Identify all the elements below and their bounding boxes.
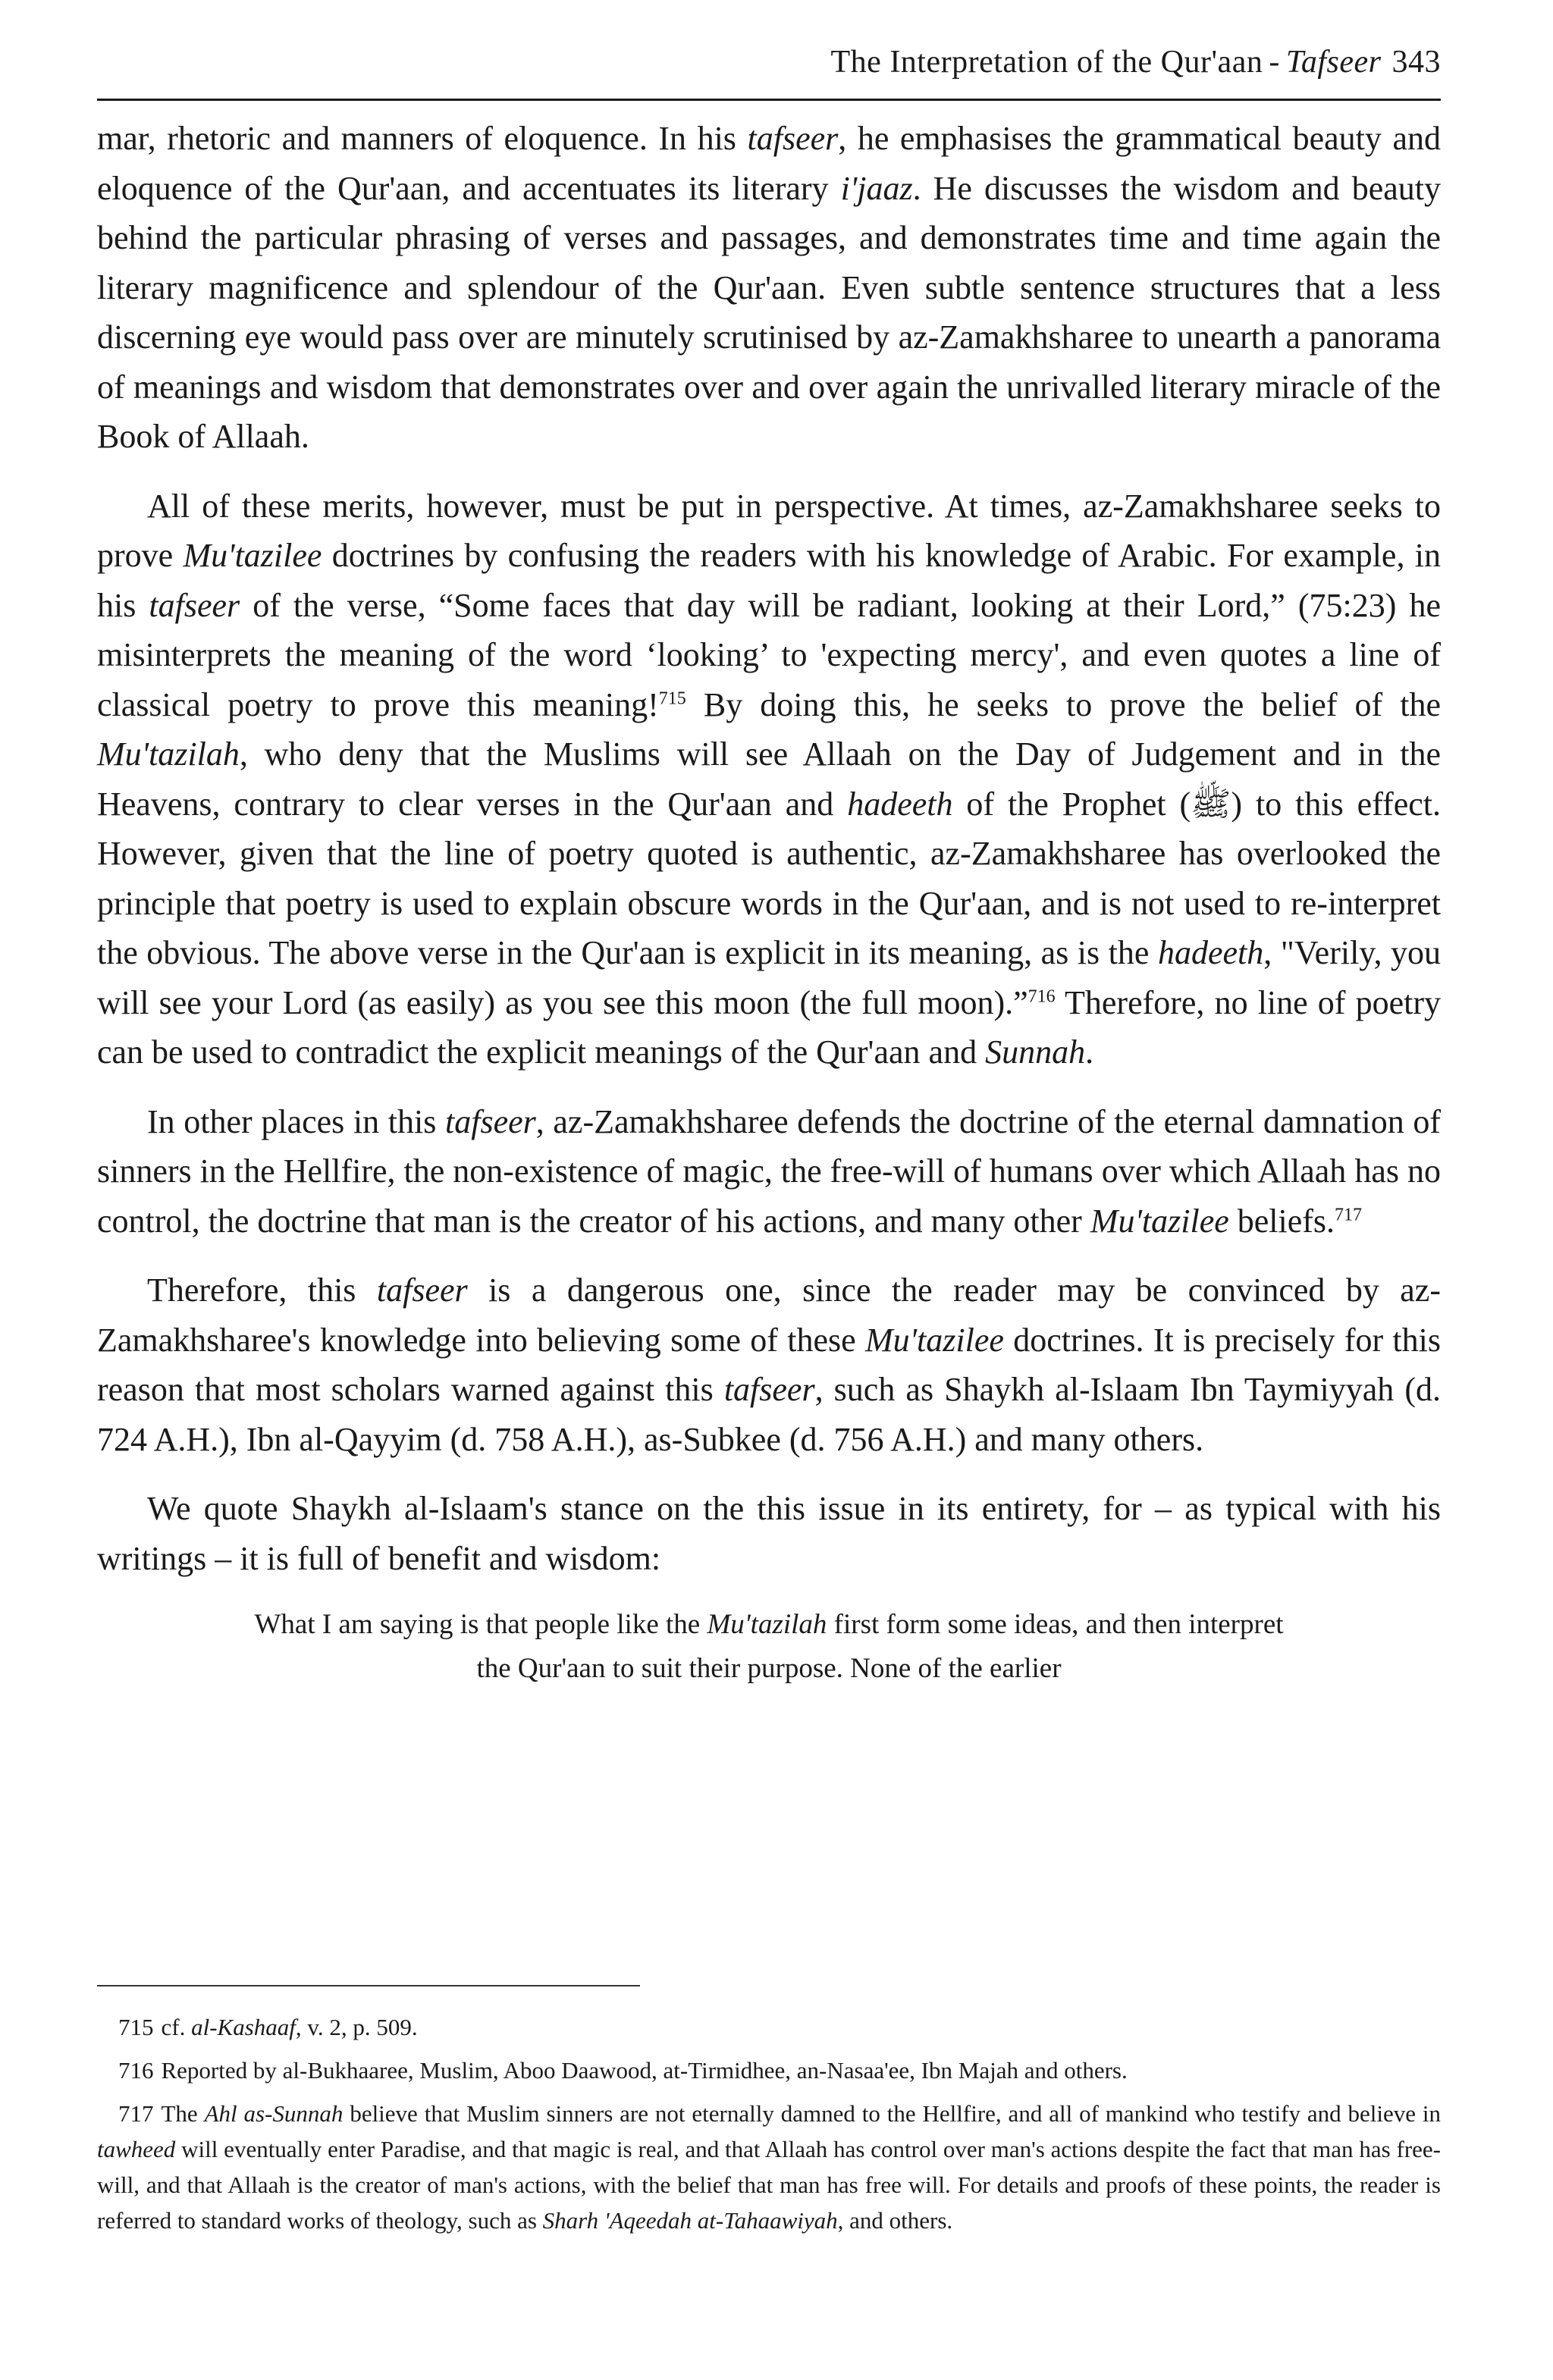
footnote-number: 716 [118, 2057, 154, 2084]
footnotes [97, 2009, 1441, 2246]
page-number: 343 [1391, 45, 1441, 80]
footnote-rule [97, 1985, 640, 1986]
footnote-number: 717 [118, 2100, 154, 2127]
paragraph-3: In other places in this tafseer, az-Zamakhsharee defends the doctrine of the eternal damnation of sinners in the Hellfire, the non-existence of magic, the free-will of humans over which Allaah has no control, the doctrine that man is the creator of his actions, and many other Mu'tazilee beliefs.$^{717}$ [97, 1102, 1441, 1240]
block-quote: What I am saying is that people like the Mu'tazilah first form some ideas, and then interpret the Qur'aan to suit their purpose. None of the earlier [254, 1609, 1284, 1684]
footnote-716: 716 Reported by al-Bukhaaree, Muslim, Aboo Daawood, at-Tirmidhee, an-Nasaa'ee, Ibn Majah and others. [118, 2057, 1128, 2084]
paragraph-2: All of these merits, however, must be put in perspective. At times, az-Zamakhsharee seeks to prove Mu'tazilee doctrines by confusing the readers with his knowledge of Arabic. For example, in his tafseer of the verse, “Some faces that day will be radiant, looking at their Lord,” (75:23) he misinterprets the meaning of the word ‘looking’ to 'expecting mercy', and even quotes a line of classical poetry to prove this meaning!$^{715}$ By doing this, he seeks to prove the belief of the Mu'tazilah, who deny that the Muslims will see Allaah on the Day of Judgement and in the Heavens, contrary to clear verses in the Qur'aan and hadeeth of the Prophet (ﷺ) to this effect. However, given that the line of poetry quoted is authentic, az-Zamakhsharee has overlooked the principle that poetry is used to explain obscure words in the Qur'aan, and is not used to re-interpret the obvious. The above verse in the Qur'aan is explicit in its meaning, as is the hadeeth, "Verily, you will see your Lord (as easily) as you see this moon (the full moon).”$^{716}$ Therefore, no line of poetry can be used to contradict the explicit meanings of the Qur'aan and Sunnah. [97, 487, 1441, 1071]
header-section: Tafseer [1285, 45, 1382, 80]
header-title: The Interpretation of the Qur'aan [830, 45, 1263, 80]
body-text [97, 114, 1441, 1691]
paragraph-5: We quote Shaykh al-Islaam's stance on the this issue in its entirety, for – as typical with his writings – it is full of benefit and wisdom: [97, 1490, 1441, 1577]
paragraph-4: Therefore, this tafseer is a dangerous one, since the reader may be convinced by az-Zamakhsharee's knowledge into believing some of these Mu'tazilee doctrines. It is precisely for this reason that most scholars warned against this tafseer, such as Shaykh al-Islaam Ibn Taymiyyah (d. 724 A.H.), Ibn al-Qayyim (d. 758 A.H.), as-Subkee (d. 756 A.H.) and many others. [97, 1272, 1442, 1458]
running-header [97, 44, 1441, 80]
paragraph-1: mar, rhetoric and manners of eloquence. In his tafseer, he emphasises the grammatical beauty and eloquence of the Qur'aan, and accentuates its literary i'jaaz. He discusses the wisdom and beauty behind the particular phrasing of verses and passages, and demonstrates time and time again the literary magnificence and splendour of the Qur'aan. Even subtle sentence structures that a less discerning eye would pass over are minutely scrutinised by az-Zamakhsharee to unearth a panorama of meanings and wisdom that demonstrates over and over again the unrivalled literary miracle of the Book of Allaah. [97, 120, 1441, 455]
footnote-717: 717 The Ahl as-Sunnah believe that Muslim sinners are not eternally damned to the Hellfire, and all of mankind who testify and believe in tawheed will eventually enter Paradise, and that magic is real, and that Allaah has control over man's actions despite the fact that man has free-will, and that Allaah is the creator of man's actions, with the belief that man has free will. For details and proofs of these points, the reader is referred to standard works of theology, such as Sharh 'Aqeedah at-Tahaawiyah, and others. [97, 2100, 1441, 2234]
footnote-715: 715 cf. al-Kashaaf, v. 2, p. 509. [118, 2014, 418, 2040]
footnote-ref-717[interactable]: 717 [1335, 1204, 1363, 1224]
footnote-ref-715[interactable]: 715 [658, 688, 686, 708]
footnote-ref-716[interactable]: 716 [1027, 986, 1056, 1006]
header-rule [97, 99, 1441, 101]
header-separator: - [1269, 45, 1280, 80]
footnote-number: 715 [118, 2014, 154, 2040]
